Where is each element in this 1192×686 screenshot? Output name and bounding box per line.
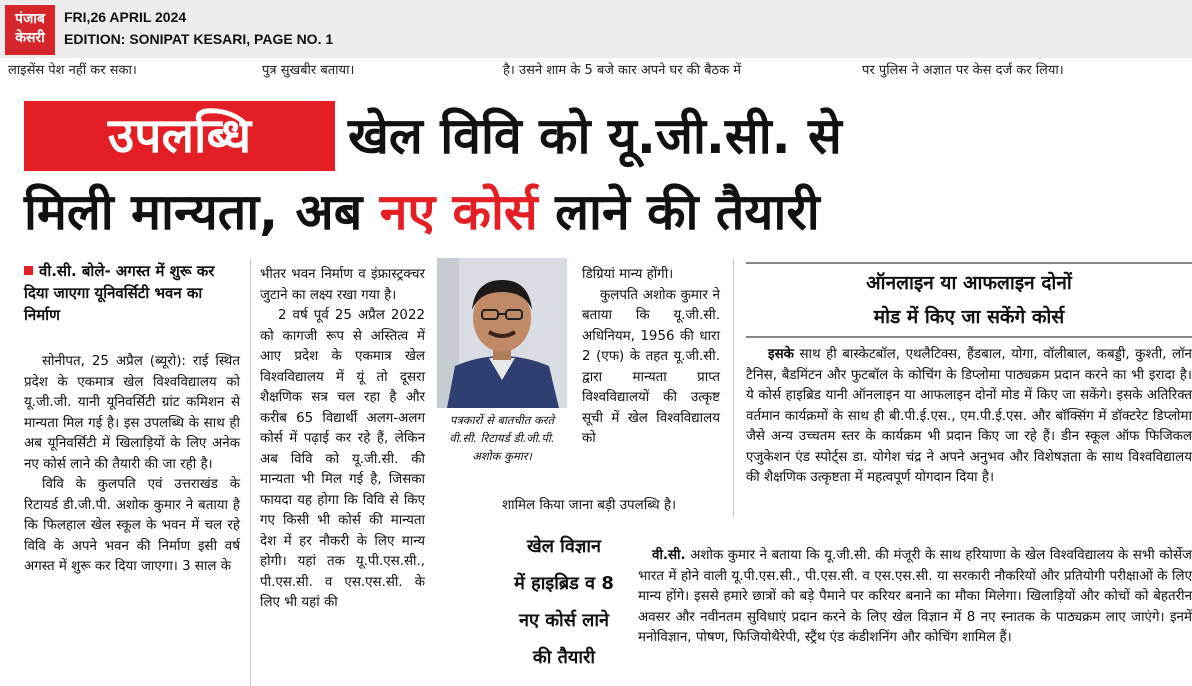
box-heading-line-1: खेल विज्ञान bbox=[526, 536, 602, 557]
paragraph: विवि के कुलपति एवं उत्तराखंड के रिटायर्ड डी.जी.पी. अशोक कुमार ने बताया है कि फिलहाल खेल स्कूल के भवन में चल रहे विवि के अपने भवन की निर्माण इसी वर्ष अगस्त में शुरू कर दिया जाएगा। 3 साल के bbox=[24, 477, 240, 574]
headline-line-2 bbox=[24, 176, 820, 244]
section-heading-box bbox=[746, 262, 1192, 338]
newspaper-logo bbox=[5, 5, 55, 55]
publish-date: FRI,26 APRIL 2024 bbox=[64, 9, 187, 25]
paragraph bbox=[638, 546, 1192, 649]
article-column-3-tail bbox=[502, 496, 722, 517]
column-divider bbox=[733, 258, 734, 518]
box-heading-line-4: की तैयारी bbox=[532, 647, 596, 668]
article-column-4 bbox=[746, 345, 1192, 489]
fragment-text: लाइसेंस पेश नहीं कर सका। bbox=[8, 63, 137, 78]
paragraph-text: अशोक कुमार ने बताया कि यू.जी.सी. की मंजूरी के साथ हरियाणा के खेल विश्वविद्यालय के सभी कोर्सेज भारत में होने वाली यू.पी.एस.सी., पी.एस.सी. व एस.एस.सी. या सरकारी नौकरियों और प्रतियोगी परीक्षाओं के लिए मान्य होंगे। इससे हमारे छात्रों को बड़े पैमाने पर करियर बनाने का मौका मिलेगा। खिलाड़ियों और कोचों को बेहतरीन अवसर और नवीनतम सुविधाएं प्रदान करने के लिए खेल विज्ञान में 8 नए स्नातक के पाठ्यक्रम लाए जाएंगे। इनमें मनोविज्ञान, पोषण, फिजियोथैरेपी, स्ट्रैंथ एंड कंडीशनिंग और कोचिंग शामिल हैं। bbox=[638, 548, 1192, 645]
article-subheading bbox=[24, 260, 238, 326]
box-heading-line-2: में हाइब्रिड व 8 bbox=[514, 573, 614, 594]
headline-line-1: खेल विवि को यू.जी.सी. से bbox=[348, 107, 842, 165]
column-divider bbox=[250, 258, 251, 686]
paragraph: भीतर भवन निर्माण व इंफ्रास्ट्रक्चर जुटाने का लक्ष्य रखा गया है। bbox=[260, 267, 425, 303]
paragraph: सोनीपत, 25 अप्रैल (ब्यूरो): राई स्थित प्रदेश के एकमात्र खेल विश्वविद्यालय को यू.जी.जी. यानी यूनिवर्सिटी ग्रांट कमिशन से मान्यता मिल गई है। इस उपलब्धि के साथ ही अब यूनिवर्सिटी में खिलाड़ियों के लिए अनेक नए कोर्स लाने की तैयारी की जा रही है। bbox=[24, 354, 240, 472]
subheading-text: वी.सी. बोले- अगस्त में शुरू कर दिया जाएगा यूनिवर्सिटी भवन का निर्माण bbox=[24, 262, 215, 324]
logo-line-2: केसरी bbox=[15, 30, 45, 46]
headline-highlight: नए कोर्स bbox=[379, 183, 538, 241]
paragraph-text: साथ ही बास्केटबॉल, एथलैटिक्स, हैंडबाल, योगा, वॉलीबाल, कबड्डी, कुश्ती, लॉन टैनिस, बैडमिंटन और फुटबॉल के कोचिंग के डिप्लोमा पाठ्यक्रम प्रदान करने का भी इरादा है। ये कोर्स हाइब्रिड यानी ऑनलाइन या आफलाइन दोनों मोड में किए जा सकेंगे। इसके अतिरिक्त वर्तमान कार्यक्रमों के साथ ही बी.पी.ई.एस., एम.पी.ई.एस. और बॉक्सिंग में डॉक्टरेट डिप्लोमा जैसे अन्य उच्चतम स्तर के कार्यक्रम भी प्रदान किए जा रहे हैं। डीन स्कूल ऑफ फिजिकल एजुकेशन एंड स्पोर्ट्स डा. योगेश चंद्र ने अपने अनुभव और विशेषज्ञता के साथ विश्वविद्यालय की शैक्षणिक उत्कृष्टता में महत्वपूर्ण योगदान दिया है। bbox=[746, 347, 1192, 485]
headline-part: लाने की तैयारी bbox=[555, 183, 820, 241]
fragment-text: पर पुलिस ने अज्ञात पर केस दर्ज कर लिया। bbox=[862, 63, 1064, 78]
fragment-text: है। उसने शाम के 5 बजे कार अपने घर की बैठक में bbox=[503, 63, 742, 78]
logo-line-1: पंजाब bbox=[15, 11, 45, 27]
box-heading-line-2: मोड में किए जा सकेंगे कोर्स bbox=[873, 306, 1065, 328]
lead-word: वी.सी. bbox=[652, 548, 686, 563]
lead-word: इसके bbox=[768, 347, 794, 362]
edition-info: EDITION: SONIPAT KESARI, PAGE NO. 1 bbox=[64, 31, 334, 47]
article-column-3 bbox=[582, 265, 720, 450]
box-heading-line-3: नए कोर्स लाने bbox=[519, 610, 609, 631]
article-column-2 bbox=[260, 265, 425, 614]
box-heading-line-1: ऑनलाइन या आफलाइन दोनों bbox=[866, 272, 1072, 294]
paragraph: कुलपति अशोक कुमार ने बताया कि यू.जी.सी. अधिनियम, 1956 की धारा 2 (एफ) के तहत यू.जी.सी. द्वारा मान्यता प्राप्त विश्वविद्यालयों की उत्कृष्ट सूची में खेल विश्वविद्यालय को bbox=[582, 287, 720, 446]
photo-caption: पत्रकारों से बातचीत करते वी.सी. रिटायर्ड डी.जी.पी. अशोक कुमार। bbox=[449, 413, 555, 463]
person-image bbox=[437, 258, 567, 408]
paragraph bbox=[746, 345, 1192, 489]
article-column-5 bbox=[638, 546, 1192, 649]
subsection-heading-box bbox=[498, 528, 630, 676]
fragment-text: पुत्र सुखबीर बताया। bbox=[262, 63, 355, 78]
paragraph: शामिल किया जाना बड़ी उपलब्धि है। bbox=[502, 498, 677, 513]
paragraph: डिग्रियां मान्य होंगी। bbox=[582, 267, 674, 282]
headline-part: मिली मान्यता, अब bbox=[24, 183, 363, 241]
paragraph: 2 वर्ष पूर्व 25 अप्रैल 2022 को कागजी रूप से अस्तित्व में आए प्रदेश के एकमात्र खेल विश्वविद्यालय में यूं तो दूसरा शैक्षणिक सत्र चल रहा है और करीब 65 विद्यार्थी अलग-अलग कोर्स में पढ़ाई कर रहे हैं, लेकिन अब विवि को यू.जी.सी. की मान्यता भी मिल गई है, जिसका फायदा यह होगा कि विवि से किए गए किसी भी कोर्स की मान्यता देश में हर नौकरी के लिए मान्य होगी। यहां तक यू.पी.एस.सी., पी.एस.सी. व एस.एस.सी. के लिए भी यहां की bbox=[260, 308, 425, 610]
article-column-1 bbox=[24, 352, 240, 578]
headline-tag: उपलब्धि bbox=[24, 101, 335, 171]
vc-photo bbox=[437, 258, 567, 408]
bullet-square-icon bbox=[24, 266, 33, 275]
